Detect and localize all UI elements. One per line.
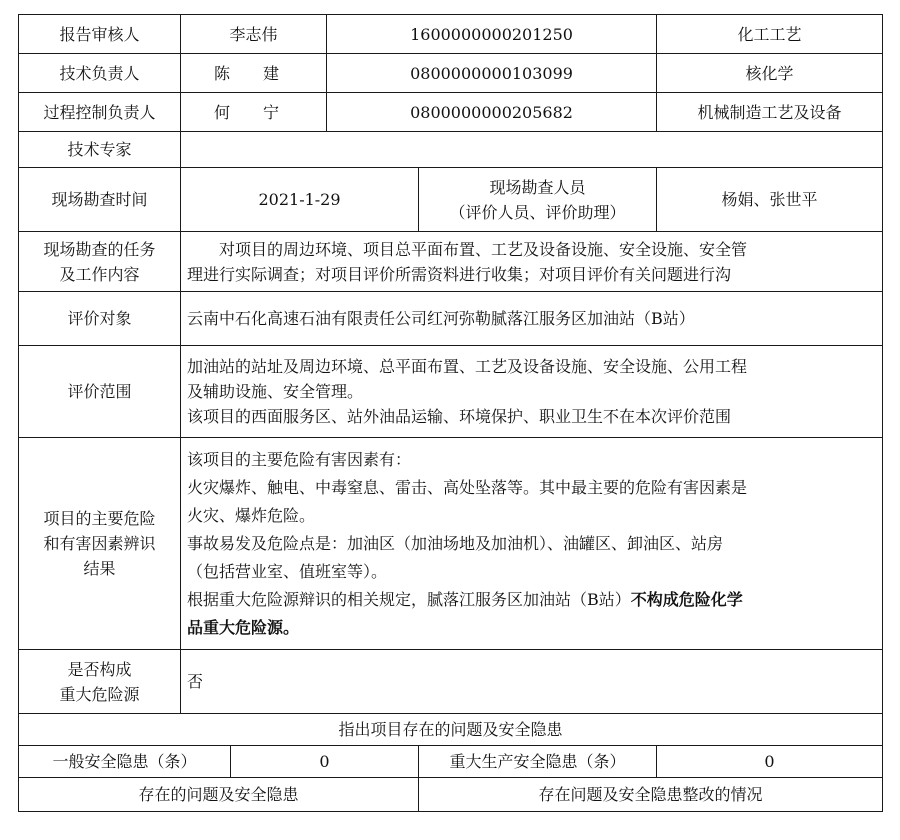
process-lead-label: 过程控制负责人 <box>19 93 181 132</box>
hazards-label-line: 项目的主要危险 <box>43 509 156 528</box>
hazards-conclusion-line <box>187 586 876 614</box>
eval-scope-label: 评价范围 <box>19 346 181 438</box>
tech-lead-id: 0800000000103099 <box>327 54 657 93</box>
table-row <box>19 714 883 746</box>
process-lead-field: 机械制造工艺及设备 <box>657 93 883 132</box>
hazards-conclusion-text: 根据重大危险源辩识的相关规定，腻落江服务区加油站（B站） <box>187 589 631 609</box>
eval-scope-content <box>181 346 883 438</box>
survey-task-label-line: 及工作内容 <box>59 264 140 284</box>
survey-time-label: 现场勘查时间 <box>19 168 181 232</box>
table-row <box>19 778 883 812</box>
table-row <box>19 746 883 778</box>
major-hazard-count: 0 <box>657 746 883 778</box>
reviewer-field: 化工工艺 <box>657 15 883 54</box>
eval-scope-line: 该项目的西面服务区、站外油品运输、环境保护、职业卫生不在本次评价范围 <box>187 407 732 426</box>
hazards-label-line: 结果 <box>83 559 116 578</box>
survey-people-label-line: （评价人员、评价助理） <box>449 202 626 222</box>
major-hazard-label: 重大生产安全隐患（条） <box>419 746 657 778</box>
hazards-conclusion-emphasis: 品重大危险源。 <box>187 617 300 637</box>
hazards-line: 事故易发及危险点是：加油区（加油场地及加油机）、油罐区、卸油区、站房 <box>187 533 724 553</box>
survey-task-content <box>181 232 883 292</box>
hazards-label <box>19 438 181 650</box>
table-row <box>19 132 883 168</box>
table-row <box>19 54 883 93</box>
hazards-line: 火灾爆炸、触电、中毒窒息、雷击、高处坠落等。其中最主要的危险有害因素是 <box>187 477 748 497</box>
tech-lead-label: 技术负责人 <box>19 54 181 93</box>
issues-header: 指出项目存在的问题及安全隐患 <box>19 714 883 746</box>
table-row <box>19 346 883 438</box>
major-source-label-line: 重大危险源 <box>59 684 140 704</box>
table-row <box>19 232 883 292</box>
eval-object-value: 云南中石化高速石油有限责任公司红河弥勒腻落江服务区加油站（B站） <box>181 292 883 346</box>
tech-lead-name: 陈 建 <box>181 54 327 93</box>
survey-task-label-line: 现场勘查的任务 <box>43 239 156 259</box>
table-row <box>19 15 883 54</box>
hazards-label-line: 和有害因素辨识 <box>43 534 156 553</box>
hazards-conclusion-emphasis: 不构成危险化学 <box>630 589 743 609</box>
hazards-line: 该项目的主要危险有害因素有： <box>187 449 412 469</box>
hazards-content <box>181 438 883 650</box>
hazards-line: （包括营业室、值班室等）。 <box>187 561 388 581</box>
survey-date: 2021-1-29 <box>181 168 419 232</box>
issues-column-header: 存在的问题及安全隐患 <box>19 778 419 812</box>
table-row <box>19 168 883 232</box>
survey-people: 杨娟、张世平 <box>657 168 883 232</box>
eval-object-label: 评价对象 <box>19 292 181 346</box>
general-hazard-count: 0 <box>231 746 419 778</box>
evaluation-info-table <box>18 14 883 812</box>
reviewer-name: 李志伟 <box>181 15 327 54</box>
tech-expert-value <box>181 132 883 168</box>
table-row <box>19 93 883 132</box>
reviewer-label: 报告审核人 <box>19 15 181 54</box>
survey-people-label <box>419 168 657 232</box>
eval-scope-line: 及辅助设施、安全管理。 <box>187 382 364 401</box>
rectification-column-header: 存在问题及安全隐患整改的情况 <box>419 778 883 812</box>
reviewer-id: 1600000000201250 <box>327 15 657 54</box>
general-hazard-label: 一般安全隐患（条） <box>19 746 231 778</box>
table-row <box>19 438 883 650</box>
process-lead-name: 何 宁 <box>181 93 327 132</box>
tech-lead-field: 核化学 <box>657 54 883 93</box>
hazards-line: 火灾、爆炸危险。 <box>187 505 316 525</box>
tech-expert-label: 技术专家 <box>19 132 181 168</box>
table-row <box>19 292 883 346</box>
major-source-value: 否 <box>181 650 883 714</box>
table-row <box>19 650 883 714</box>
survey-task-label <box>19 232 181 292</box>
major-source-label <box>19 650 181 714</box>
eval-scope-line: 加油站的站址及周边环境、总平面布置、工艺及设备设施、安全设施、公用工程 <box>187 357 748 376</box>
major-source-label-line: 是否构成 <box>67 659 132 679</box>
survey-task-line: 理进行实际调查；对项目评价所需资料进行收集；对项目评价有关问题进行沟 <box>187 264 732 284</box>
process-lead-id: 0800000000205682 <box>327 93 657 132</box>
survey-task-line: 对项目的周边环境、项目总平面布置、工艺及设备设施、安全设施、安全管 <box>219 239 748 259</box>
survey-people-label-line: 现场勘查人员 <box>489 177 586 197</box>
